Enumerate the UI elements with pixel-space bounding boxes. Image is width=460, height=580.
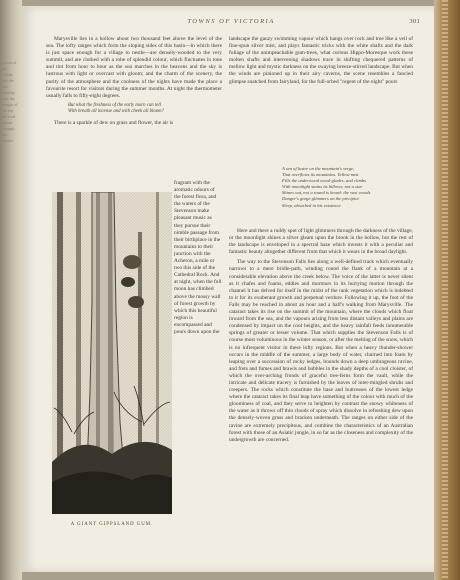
book-page: [22, 6, 436, 572]
page-number: 301: [409, 18, 420, 25]
running-title: TOWNS OF VICTORIA: [187, 18, 275, 25]
right-column-bottom: [229, 228, 413, 560]
verse-quote-right: [282, 166, 412, 209]
verse-line: Danger's gorge glimmers on the precipice: [282, 196, 360, 202]
paragraph: fragrant with the aromatic odours of the forest flora, and the waters of the Stevenson make pleasant music as they pursue their nimble passage from their birthplace in the mountains to their junction with the Acheron, a mile or two this side of the Cathedral Rock. And at night, when the full moon has climbed above the mossy wall of forest growth by which this beautiful region is encompassed and pours down upon the: [174, 180, 222, 335]
paragraph: landscape the gauzy swimming vapour which hangs over rock and tree like a veil of fine-spun silver mist, and plays fantastic tricks with the white shafts and the dark foliage of the unimpeachable gum-trees, what curious Hippo-Moresque work these molten shafts and intervening shadows trace in shifting chequered patterns of mellow light and mystic darkness on the swaying breeze-stirred landscape. But when the winds are pinioned up in their airy caverns, the scene resembles a fancied glimpse snatched from fairyland, for the full-orbed "regent of the night" pours: [229, 36, 413, 85]
paragraph: Marysville lies in a hollow about two thousand feet above the level of the sea. The lofty ranges which form the sloping sides of this basin—in which there is just space enough for a village to nestle—are densely-wooded to the very summit, and are clothed with a robe of splendid colour, which fluctuates in tone and tint from hour to hour as the sun marches in the heavens and the sky is lustrous with light or overcast with gloom; and the charm of the scenery, the purity of the atmosphere and the coolness of the nights have made the place a favourite resort for visitors during the summer months. At night the thermometer usually falls to fifty-eight degrees.: [46, 36, 222, 99]
verse-line: Shines out, not a sound is heard: the vast woods: [282, 190, 371, 196]
left-column-top: [46, 36, 222, 176]
right-column-top: [229, 36, 413, 164]
facing-page-text: gation of the colony and the line running near the margin of the bay the road passes through the district: [2, 60, 18, 143]
verse-quote-left: [68, 103, 222, 116]
page-stack-edge: [442, 0, 448, 580]
paragraph: Here and there a ruddy spot of light glimmers through the darkness of the village, or the moonlight shines a silver gleam upon the brook in the hollow, but the rest of the landscape is enveloped in a spectral haze which invests it with a peculiar and fantastic beauty altogether different from that which it wears in the broad daylight.: [229, 228, 413, 256]
paragraph: The way to the Stevenson Falls lies along a well-defined track which eventually narrows to a mere bridle-path, winding round the flank of a mountain at a considerable elevation above the creek below. The voice of the latter is never silent as it chafes and foams, eddies and murmurs in its hurrying motion through the channel it has delved for itself in the midst of the rank vegetation which is indebted to it for its exuberant growth and perpetual verdure. Following it up, the foot of the Falls may be reached in about an hour and a half's walking from Marysville. The cataract takes its rise on the summit of the mountain, where the clouds which float inward from the sea, and the vapours arising from less distant valleys and plains are condensed by impact on the cool heights, and the heavy rainfall feeds innumerable springs of greater or lesser volume. That which supplies the Stevenson Falls is of course most voluminous in the winter season, or after the melting of the snow, which is no infrequent visitor in these lofty regions. But when a heavy thunder-shower occurs in the middle of the summer, a large body of water, churned into foam by leaping over a succession of rocky ledges, bounds down a deep umbrageous ravine, and frets and fumes and brawls and bubbles in the shady depths of a cool cloister, of which the over-arching fronds of graceful tree-ferns form the vault, while the intricate and delicate tracery is furnished by the leaves of inter-mingled shrubs and creepers. The rocks which constitute the base and buttresses of the lowest ledge where the cataract takes its final leap have something of the colour with much of the gloominess of coal, and they serve to heighten by contrast the snowy whiteness of the water as it throws off thin clouds of spray which dissolve in refreshing dew upon the densely-woven grass and bracken underneath. The ranges on either side of the ravine are extremely precipitous, and combine the characteristics of an Australian forest with those of an Asiatic jungle, in so far as the closeness and complexity of the undergrowth are concerned.: [229, 259, 413, 443]
verse-line: With moonlight stains its billows; not a star: [282, 184, 363, 190]
verse-line: That overflows its mountains. Yellow mist: [282, 172, 359, 178]
paragraph: There is a sparkle of dew on grass and flower, the air is: [54, 119, 174, 126]
verse-line: But what the freshness of the early morn can tell: [68, 102, 161, 108]
text-beside-illustration: [174, 180, 222, 518]
illustration-caption: A GIANT GIPPSLAND GUM.: [70, 522, 154, 527]
engraving-image: [52, 192, 172, 514]
verse-line: Sleep, absorbed in his existence.: [282, 202, 342, 208]
verse-line: With breath all incense and with cheek all bloom?: [68, 109, 165, 115]
verse-line: Fills the underwood wood-glades, and climbs: [282, 178, 366, 184]
page-header: [42, 18, 420, 30]
gum-tree-engraving: [52, 192, 172, 514]
verse-line: A sea of lustre on the mountain's verge,: [282, 166, 355, 171]
facing-page-edge: [0, 0, 22, 580]
book-edge: [434, 0, 460, 580]
